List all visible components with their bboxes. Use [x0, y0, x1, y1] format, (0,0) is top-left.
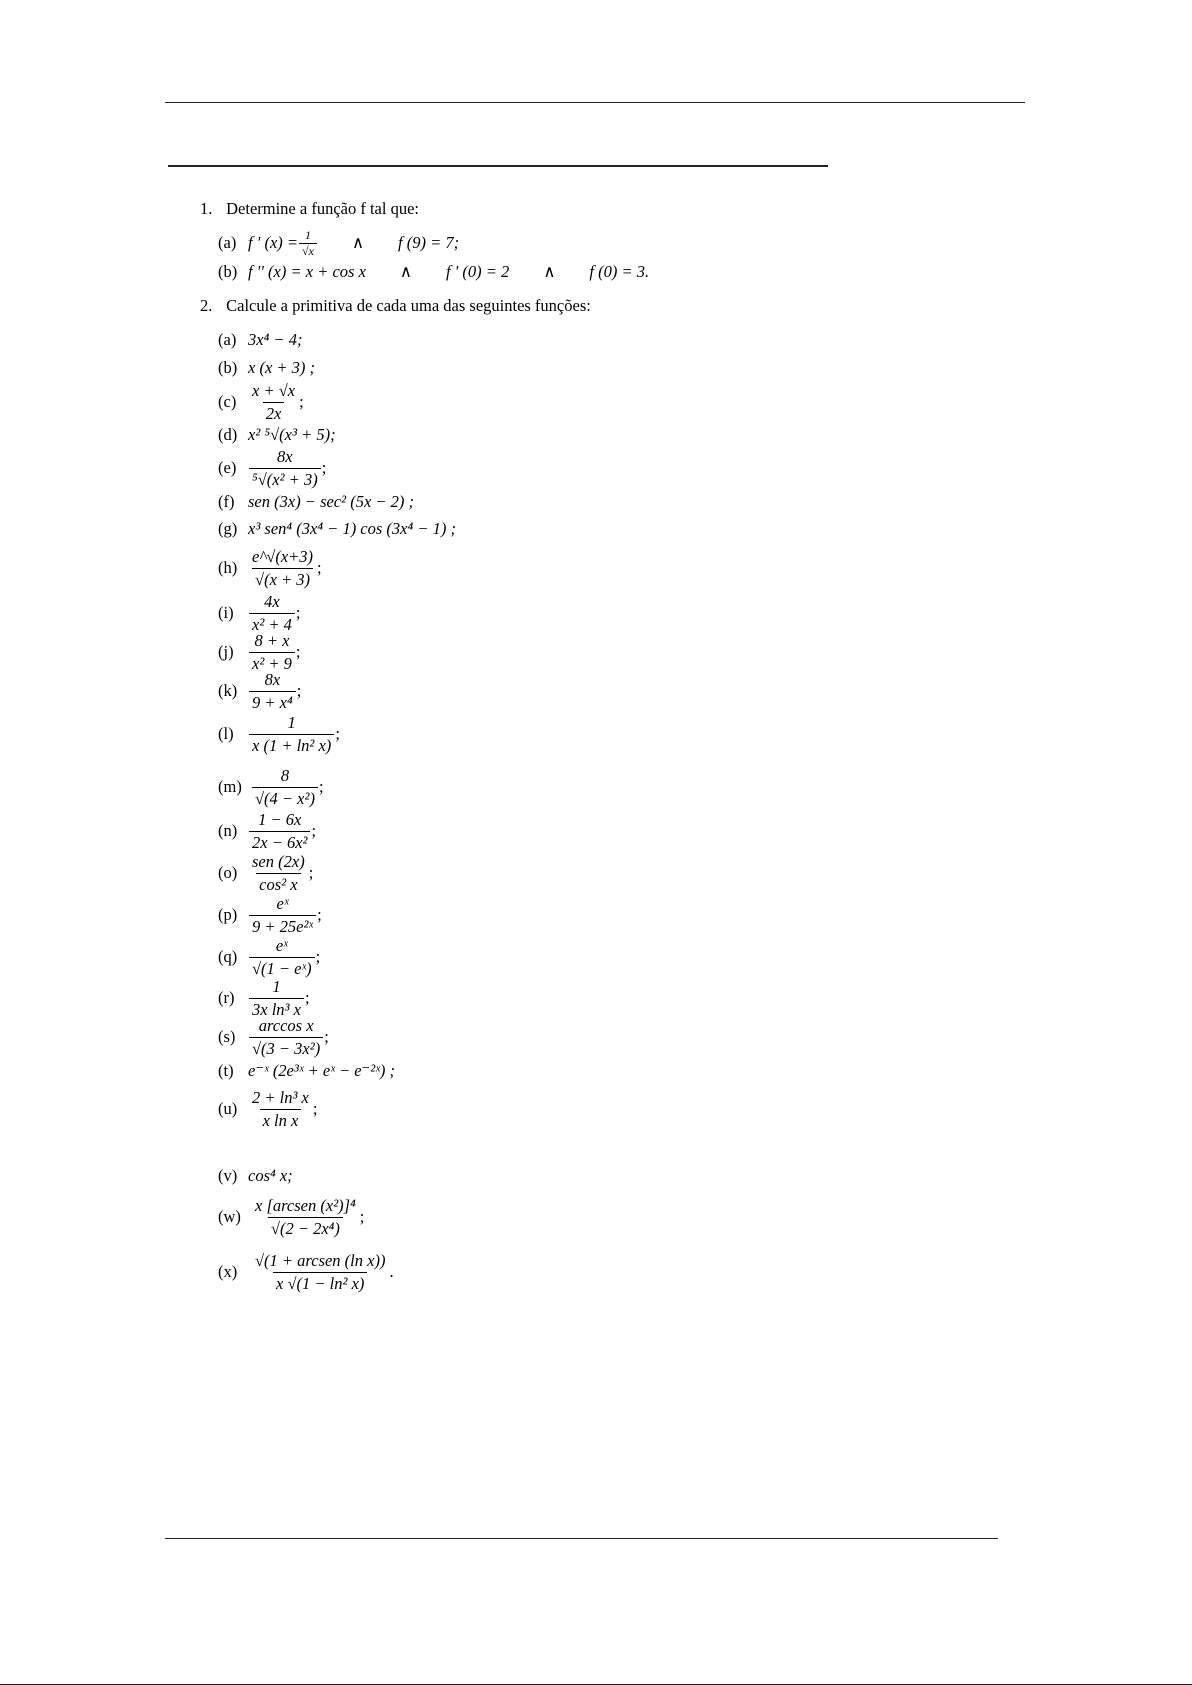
terminator: ; [317, 558, 322, 577]
fraction [249, 894, 316, 937]
denominator: x² + 4 [249, 613, 295, 635]
and-symbol: ∧ [351, 233, 365, 252]
item-label: (a) [218, 233, 237, 252]
problem-2-statement [200, 296, 591, 316]
problem-2-item-s [218, 1017, 329, 1057]
denominator: √(2 − 2x⁴) [268, 1217, 343, 1239]
problem-number: 1. [200, 199, 213, 218]
problem-2-item-n [218, 811, 316, 851]
item-label: (w) [218, 1207, 241, 1226]
item-label: (e) [218, 458, 237, 477]
item-label: (p) [218, 905, 238, 924]
denominator: √(4 − x²) [252, 787, 318, 809]
numerator: sen (2x) [252, 851, 305, 871]
problem-2-item-a [218, 328, 302, 352]
problem-2-item-t [218, 1059, 395, 1083]
numerator: x [arcsen (x²)]⁴ [255, 1195, 356, 1215]
terminator: ; [324, 1027, 329, 1046]
condition: f (9) = 7; [398, 233, 460, 252]
math-expression: 3x⁴ − 4; [248, 330, 303, 349]
fraction [249, 447, 321, 490]
item-label: (i) [218, 603, 234, 622]
item-label: (u) [218, 1099, 238, 1118]
terminator: ; [317, 905, 322, 924]
problem-2-item-w [218, 1197, 364, 1237]
fraction [249, 810, 310, 853]
terminator: ; [304, 988, 310, 1007]
denominator: √(3 − 3x²) [249, 1037, 323, 1059]
numerator: e^√(x+3) [252, 546, 314, 566]
title-rule [168, 165, 828, 167]
denominator: √(1 − eˣ) [249, 957, 315, 979]
numerator: 8x [277, 446, 293, 466]
fraction [249, 1016, 323, 1059]
item-label: (s) [218, 1027, 236, 1046]
denominator: √(x + 3) [252, 568, 313, 590]
denominator: √x [299, 243, 317, 258]
math-expression: e⁻ˣ (2e³ˣ + eˣ − e⁻²ˣ) ; [248, 1061, 395, 1080]
item-label: (b) [218, 262, 238, 281]
denominator: ⁵√(x² + 3) [249, 468, 321, 490]
numerator: arccos x [258, 1015, 314, 1035]
problem-2-item-h [218, 548, 322, 588]
denominator: 9 + x⁴ [249, 691, 296, 713]
problem-2-item-m [218, 767, 324, 807]
item-label: (t) [218, 1061, 234, 1080]
problem-2-item-e [218, 448, 326, 488]
condition: f (0) = 3. [589, 262, 650, 281]
fraction [249, 631, 295, 674]
problem-2-item-d [218, 423, 336, 447]
problem-2-item-g [218, 517, 456, 541]
item-label: (l) [218, 724, 234, 743]
fraction [249, 713, 334, 756]
fraction [249, 936, 315, 979]
problem-2-item-i [218, 593, 301, 633]
math-expression: x² ⁵√(x³ + 5); [248, 425, 336, 444]
item-label: (q) [218, 947, 238, 966]
denominator: 2x − 6x² [249, 831, 310, 853]
fraction [252, 1196, 359, 1239]
item-label: (o) [218, 863, 238, 882]
problem-number: 2. [200, 296, 213, 315]
fraction [249, 592, 295, 635]
item-label: (a) [218, 330, 237, 349]
problem-2-item-c [218, 382, 304, 422]
fraction [252, 766, 318, 809]
problem-2-item-x [218, 1252, 394, 1292]
and-symbol: ∧ [543, 262, 556, 281]
item-label: (d) [218, 425, 238, 444]
problem-2-item-o [218, 853, 313, 893]
numerator: 1 [304, 227, 311, 242]
item-label: (k) [218, 681, 238, 700]
problem-2-item-k [218, 671, 301, 711]
numerator: 2 + ln³ x [252, 1087, 309, 1107]
problem-2-item-p [218, 895, 322, 935]
terminator: . [389, 1262, 394, 1281]
fraction [249, 977, 304, 1020]
numerator: 1 [272, 976, 281, 996]
math-expression: sen (3x) − sec² (5x − 2) ; [248, 492, 415, 511]
header-rule [165, 102, 1025, 103]
numerator: 8x [264, 669, 281, 689]
problem-2-item-q [218, 937, 320, 977]
numerator: √(1 + arcsen (ln x)) [255, 1250, 386, 1270]
terminator: ; [318, 777, 324, 796]
math-expression: x³ sen⁴ (3x⁴ − 1) cos (3x⁴ − 1) ; [248, 519, 456, 538]
problem-2-item-u [218, 1089, 317, 1129]
item-label: (m) [218, 777, 242, 796]
numerator: 1 [287, 712, 296, 732]
item-label: (g) [218, 519, 238, 538]
denominator: x (1 + ln² x) [249, 734, 334, 756]
problem-1-statement [200, 199, 419, 219]
denominator: x² + 9 [249, 652, 295, 674]
terminator: ; [335, 724, 340, 743]
fraction [249, 1088, 312, 1131]
item-label: (f) [218, 492, 235, 511]
problem-1-item-b [218, 260, 649, 284]
terminator: ; [308, 863, 314, 882]
item-label: (n) [218, 821, 238, 840]
problem-2-item-b [218, 356, 315, 380]
numerator: 8 + x [254, 630, 290, 650]
math-expression: x (x + 3) ; [248, 358, 316, 377]
denominator: 3x ln³ x [249, 998, 304, 1020]
item-label: (c) [218, 392, 237, 411]
problem-2-item-r [218, 978, 310, 1018]
numerator: 1 − 6x [258, 809, 302, 829]
denominator: x √(1 − ln² x) [273, 1272, 367, 1294]
denominator: cos² x [256, 873, 300, 895]
terminator: ; [296, 681, 302, 700]
math-expression: f ′ (x) = [248, 233, 299, 252]
problem-2-item-v [218, 1164, 293, 1188]
problem-text: Calcule a primitiva de cada uma das seguintes funções: [226, 296, 591, 315]
math-expression: f ′′ (x) = x + cos x [248, 262, 366, 281]
terminator: ; [312, 1099, 318, 1118]
problem-2-item-l [218, 714, 340, 754]
terminator: ; [299, 392, 304, 411]
problem-2-item-f [218, 490, 414, 514]
terminator: ; [295, 603, 301, 622]
terminator: ; [295, 642, 301, 661]
fraction [252, 1251, 388, 1294]
denominator: 2x [263, 402, 285, 424]
item-label: (j) [218, 642, 234, 661]
fraction [249, 547, 316, 590]
numerator: eˣ [276, 893, 289, 913]
numerator: 4x [264, 591, 280, 611]
item-label: (x) [218, 1262, 238, 1281]
item-label: (r) [218, 988, 235, 1007]
problem-2-item-j [218, 632, 301, 672]
problem-1-item-a [218, 223, 459, 263]
fraction [249, 670, 296, 713]
condition: f ′ (0) = 2 [445, 262, 510, 281]
terminator: ; [311, 821, 317, 840]
item-label: (v) [218, 1166, 238, 1185]
fraction [249, 852, 308, 895]
terminator: ; [315, 947, 321, 966]
denominator: x ln x [260, 1109, 302, 1131]
numerator: eˣ [275, 935, 288, 955]
math-expression: cos⁴ x; [248, 1166, 293, 1185]
and-symbol: ∧ [399, 262, 412, 281]
numerator: x + √x [252, 380, 296, 400]
fraction [299, 229, 317, 258]
problem-text: Determine a função f tal que: [226, 199, 419, 218]
terminator: ; [321, 458, 327, 477]
terminator: ; [359, 1207, 365, 1226]
item-label: (h) [218, 558, 238, 577]
numerator: 8 [280, 765, 290, 785]
denominator: 9 + 25e²ˣ [249, 915, 316, 937]
footer-rule [165, 1538, 998, 1539]
item-label: (b) [218, 358, 238, 377]
fraction [249, 381, 298, 424]
